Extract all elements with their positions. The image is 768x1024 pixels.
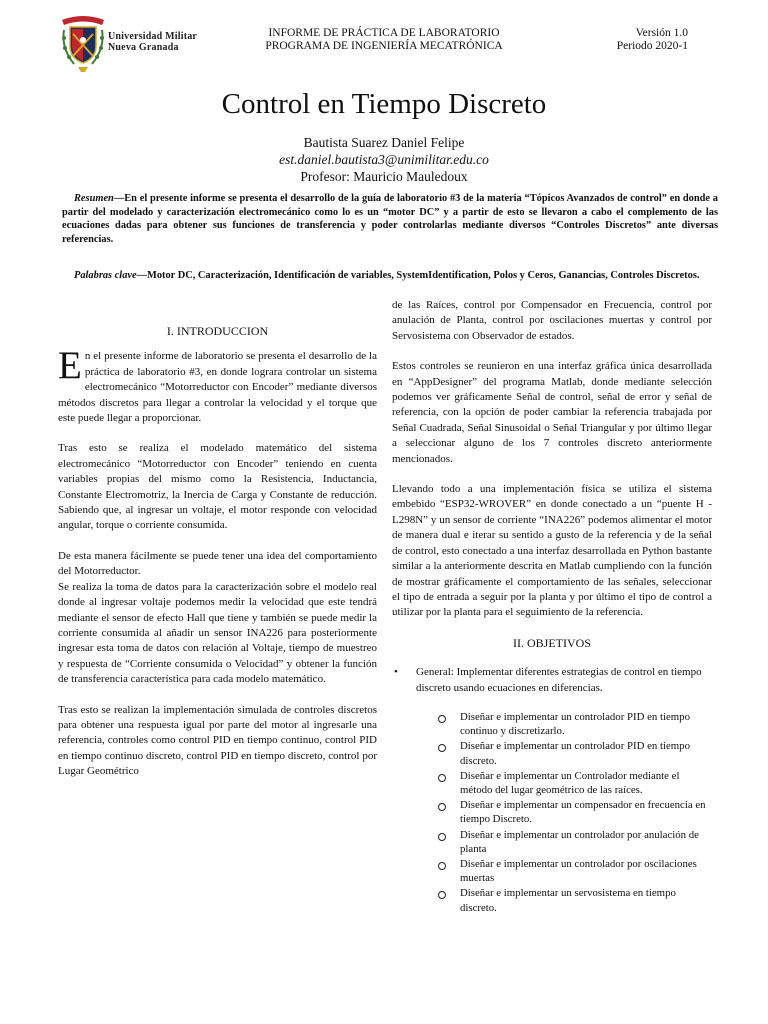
circle-bullet-icon	[438, 774, 446, 782]
author-name: Bautista Suarez Daniel Felipe	[303, 135, 465, 150]
author-block	[0, 134, 768, 185]
specific-objectives-list	[392, 710, 712, 915]
report-title: INFORME DE PRÁCTICA DE LABORATORIO	[268, 27, 500, 39]
author-email[interactable]: est.daniel.bautista3@unimilitar.edu.co	[279, 152, 489, 167]
keywords-label: Palabras clave	[74, 270, 137, 281]
abstract-label: Resumen	[74, 193, 114, 204]
list-item: Diseñar e implementar un Controlador mediante el método del lugar geométrico de las raíces.	[438, 769, 712, 797]
intro-paragraph-8: Llevando todo a una implementación física se utiliza el sistema embebido “ESP32-WROVER” en donde conectado a un “puente H - L298N” y un sensor de corriente “INA226” podemos alimentar el motor de manera dual e iterar su sentido a gusto de la referencia y de la señal de control, esto conectado a una interfaz desarrollada en Python bastante similar a la anteriormente descrita en Matlab cumpliendo con la función de mostrar gráficamente el comportamiento de las señales, seleccionar el tipo de entrada a seguir por la planta y por último el tipo de control a utilizar por la planta para el seguimiento de la referencia.	[392, 483, 712, 619]
list-item: Diseñar e implementar un compensador en frecuencia en tiempo Discreto.	[438, 798, 712, 826]
abstract	[62, 192, 718, 246]
list-item: Diseñar e implementar un controlador por oscilaciones muertas	[438, 857, 712, 885]
circle-bullet-icon	[438, 803, 446, 811]
logo-line-1: Universidad Militar	[108, 31, 198, 42]
circle-bullet-icon	[438, 891, 446, 899]
keywords-text: —Motor DC, Caracterización, Identificación de variables, SystemIdentification, Polos y Ceros, Ganancias, Controles Discretos.	[136, 270, 700, 281]
professor-name: Profesor: Mauricio Mauledoux	[300, 169, 468, 184]
intro-p1-text: n el presente informe de laboratorio se presenta el desarrollo de la práctica de laboratorio #3, en donde lograra controlar un sistema electromecánico “Motorreductor con Encoder” mediante diversos métodos discretos para llegar a controlar la velocidad y el torque que este puede llegar a proporcionar.	[58, 350, 377, 425]
intro-paragraph-7: Estos controles se reunieron en una interfaz gráfica única desarrollada en “AppDesigner” del programa Matlab, donde mediante selección podemos ver gráficamente Señal de control, señal de error y señal de referencia, con la opción de poder cambiar la referencia trabajada por Señal Cuadrada, Señal Sinusoidal o Señal Triangular y por último llegar a seleccionar alguno de los 7 controles discreto anteriormente mencionados.	[392, 360, 712, 465]
intro-paragraph-2: Tras esto se realiza el modelado matemático del sistema electromecánico “Motorreductor con Encoder” teniendo en cuenta variables propias del mismo como la Resistencia, Inductancia, Constante Electromotriz, la Inercia de Carga y Constante de reducción. Sabiendo que, al ingresar un voltaje, el motor responde con velocidad angular, torque o corriente consumida.	[58, 442, 377, 532]
page-title: Control en Tiempo Discreto	[221, 88, 547, 120]
general-objective	[392, 665, 712, 696]
circle-bullet-icon	[438, 715, 446, 723]
keywords	[62, 269, 718, 283]
list-item: Diseñar e implementar un controlador PID en tiempo continuo y discretizarlo.	[438, 710, 712, 738]
list-item: Diseñar e implementar un controlador por anulación de planta	[438, 828, 712, 856]
general-objective-text: General: Implementar diferentes estrategias de control en tiempo discreto usando ecuaciones en diferencias.	[416, 666, 702, 694]
period-label: Periodo 2020-1	[616, 40, 688, 52]
header-right	[617, 27, 688, 53]
intro-paragraph-6: de las Raíces, control por Compensador en Frecuencia, control por anulación de Planta, control por oscilaciones muertas y control por Servosistema con Observador de estados.	[392, 299, 712, 342]
circle-bullet-icon	[438, 833, 446, 841]
intro-paragraph-4: Se realiza la toma de datos para la caracterización sobre el modelo real donde al ingresar voltaje podemos medir la velocidad que este tendrá mediante el sensor de efecto Hall que tiene y también se puede medir la corriente consumida al añadir un sensor INA226 para posteriormente ingresar esta toma de datos con relación al Voltaje, tiempo de muestreo y respuesta de “Corriente consumida o Velocidad” y obtener la función de transferencia característica para cada modelo matemático.	[58, 580, 377, 686]
list-item: Diseñar e implementar un controlador PID en tiempo discreto.	[438, 739, 712, 767]
intro-paragraph-1	[58, 344, 377, 426]
drop-cap: E	[58, 344, 82, 388]
left-column	[58, 322, 377, 795]
header-center	[236, 27, 532, 53]
university-crest-icon	[58, 12, 108, 74]
circle-bullet-icon	[438, 744, 446, 752]
list-item: Diseñar e implementar un servosistema en tiempo discreto.	[438, 886, 712, 914]
section-heading-objectives: II. OBJETIVOS	[513, 635, 591, 650]
intro-paragraph-5: Tras esto se realizan la implementación simulada de controles discretos para obtener una respuesta igual por parte del motor al ingresarle una referencia, controles como control PID en tiempo continuo, control PID en tiempo continuo discreto, control PID en tiempo discreto, control por Lugar Geométrico	[58, 703, 377, 778]
logo-line-2: Nueva Granada	[108, 42, 179, 53]
university-logo	[58, 12, 198, 72]
right-column	[392, 298, 712, 916]
program-name: PROGRAMA DE INGENIERÍA MECATRÓNICA	[265, 40, 503, 52]
bullet-icon: •	[394, 666, 398, 679]
version-label: Versión 1.0	[635, 27, 688, 39]
section-heading-introduction: I. INTRODUCCION	[166, 324, 269, 338]
intro-paragraph-3: De esta manera fácilmente se puede tener una idea del comportamiento del Motorreductor.	[58, 549, 377, 578]
abstract-text: —En el presente informe se presenta el desarrollo de la guía de laboratorio #3 de la materia “Tópicos Avanzados de control” en donde a partir del modelado y caracterización electromecánico como lo es un “motor DC” y a partir de esto se llevaron a cabo el complemento de las ecuaciones dadas para obtener sus funciones de transferencia y poder controlarlas mediante diversos “Controles Discretos” ante diversas referencias.	[62, 193, 718, 245]
circle-bullet-icon	[438, 862, 446, 870]
